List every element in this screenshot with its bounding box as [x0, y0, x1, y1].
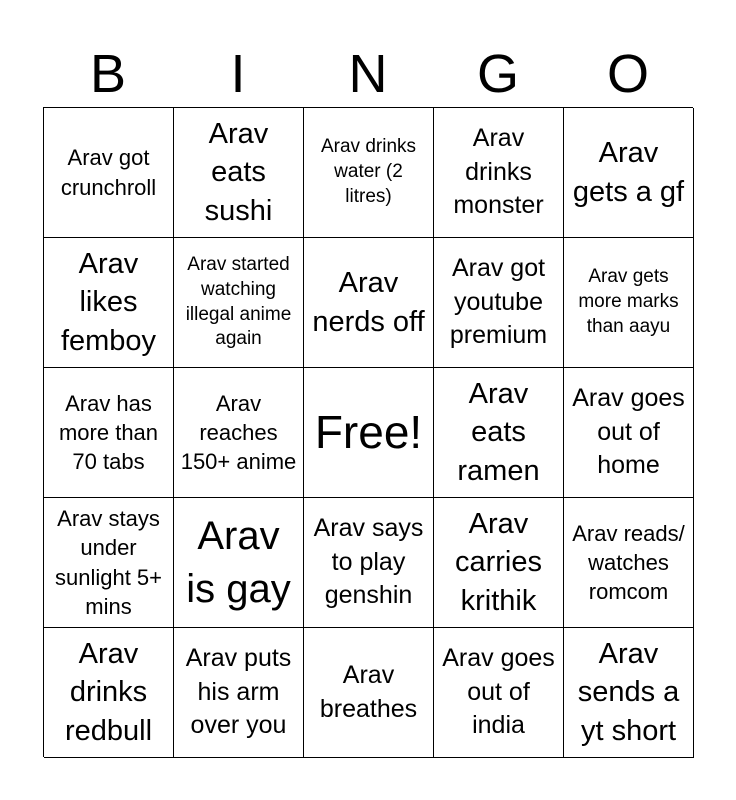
header-letter-g: G [476, 44, 519, 104]
bingo-cell-r5c2[interactable] [174, 628, 304, 758]
bingo-cell-r1c4[interactable] [434, 108, 564, 238]
free-space-label: Free! [314, 405, 423, 458]
bingo-cell-r1c3[interactable] [304, 108, 434, 238]
bingo-cell-r3c2[interactable] [174, 368, 304, 498]
bingo-cell-r3c4[interactable] [434, 368, 564, 498]
bingo-cell-r5c1[interactable] [44, 628, 174, 758]
cell-label: Arav drinks redbull [64, 638, 153, 747]
bingo-cell-r1c5[interactable] [564, 108, 694, 238]
header-letter-o: O [606, 44, 649, 104]
bingo-cell-r5c5[interactable] [564, 628, 694, 758]
header-letter-n: N [348, 44, 388, 104]
bingo-cell-free[interactable] [304, 368, 434, 498]
bingo-header [43, 40, 693, 108]
bingo-cell-r2c3[interactable] [304, 238, 434, 368]
cell-label: Arav goes out of home [572, 384, 685, 480]
header-letter-i: I [230, 44, 246, 104]
cell-label: Arav likes femboy [60, 248, 157, 357]
bingo-cell-r1c2[interactable] [174, 108, 304, 238]
cell-label: Arav carries krithik [454, 508, 542, 617]
bingo-cell-r4c4[interactable] [434, 498, 564, 628]
cell-label: Arav has more than 70 tabs [58, 390, 159, 475]
cell-label: Arav says to play genshin [313, 514, 424, 610]
bingo-cell-r4c1[interactable] [44, 498, 174, 628]
cell-label: Arav is gay [186, 513, 291, 611]
cell-label: Arav puts his arm over you [185, 644, 292, 740]
cell-label: Arav got crunchroll [60, 145, 157, 200]
cell-label: Arav eats sushi [204, 118, 273, 227]
cell-label: Arav started watching illegal anime again [185, 254, 292, 350]
cell-label: Arav goes out of india [442, 644, 555, 740]
cell-label: Arav drinks water (2 litres) [320, 136, 417, 207]
bingo-cell-r4c2[interactable] [174, 498, 304, 628]
bingo-board [43, 107, 693, 757]
bingo-cell-r3c5[interactable] [564, 368, 694, 498]
bingo-cell-r5c4[interactable] [434, 628, 564, 758]
bingo-cell-r3c1[interactable] [44, 368, 174, 498]
cell-label: Arav gets more marks than aayu [578, 266, 679, 337]
bingo-cell-r4c3[interactable] [304, 498, 434, 628]
header-letter-b: B [89, 44, 127, 104]
cell-label: Arav drinks monster [453, 124, 544, 220]
cell-label: Arav nerds off [312, 267, 425, 338]
bingo-cell-r2c4[interactable] [434, 238, 564, 368]
bingo-cell-r5c3[interactable] [304, 628, 434, 758]
bingo-cell-r1c1[interactable] [44, 108, 174, 238]
bingo-cell-r2c5[interactable] [564, 238, 694, 368]
bingo-cell-r2c1[interactable] [44, 238, 174, 368]
cell-label: Arav reaches 150+ anime [180, 390, 297, 475]
cell-label: Arav reads/ watches romcom [572, 520, 685, 605]
cell-label: Arav gets a gf [572, 137, 685, 208]
cell-label: Arav breathes [319, 661, 418, 723]
cell-label: Arav sends a yt short [577, 638, 680, 747]
bingo-cell-r2c2[interactable] [174, 238, 304, 368]
bingo-cell-r4c5[interactable] [564, 498, 694, 628]
cell-label: Arav stays under sunlight 5+ mins [54, 506, 163, 619]
cell-label: Arav eats ramen [457, 378, 540, 487]
cell-label: Arav got youtube premium [449, 254, 548, 350]
